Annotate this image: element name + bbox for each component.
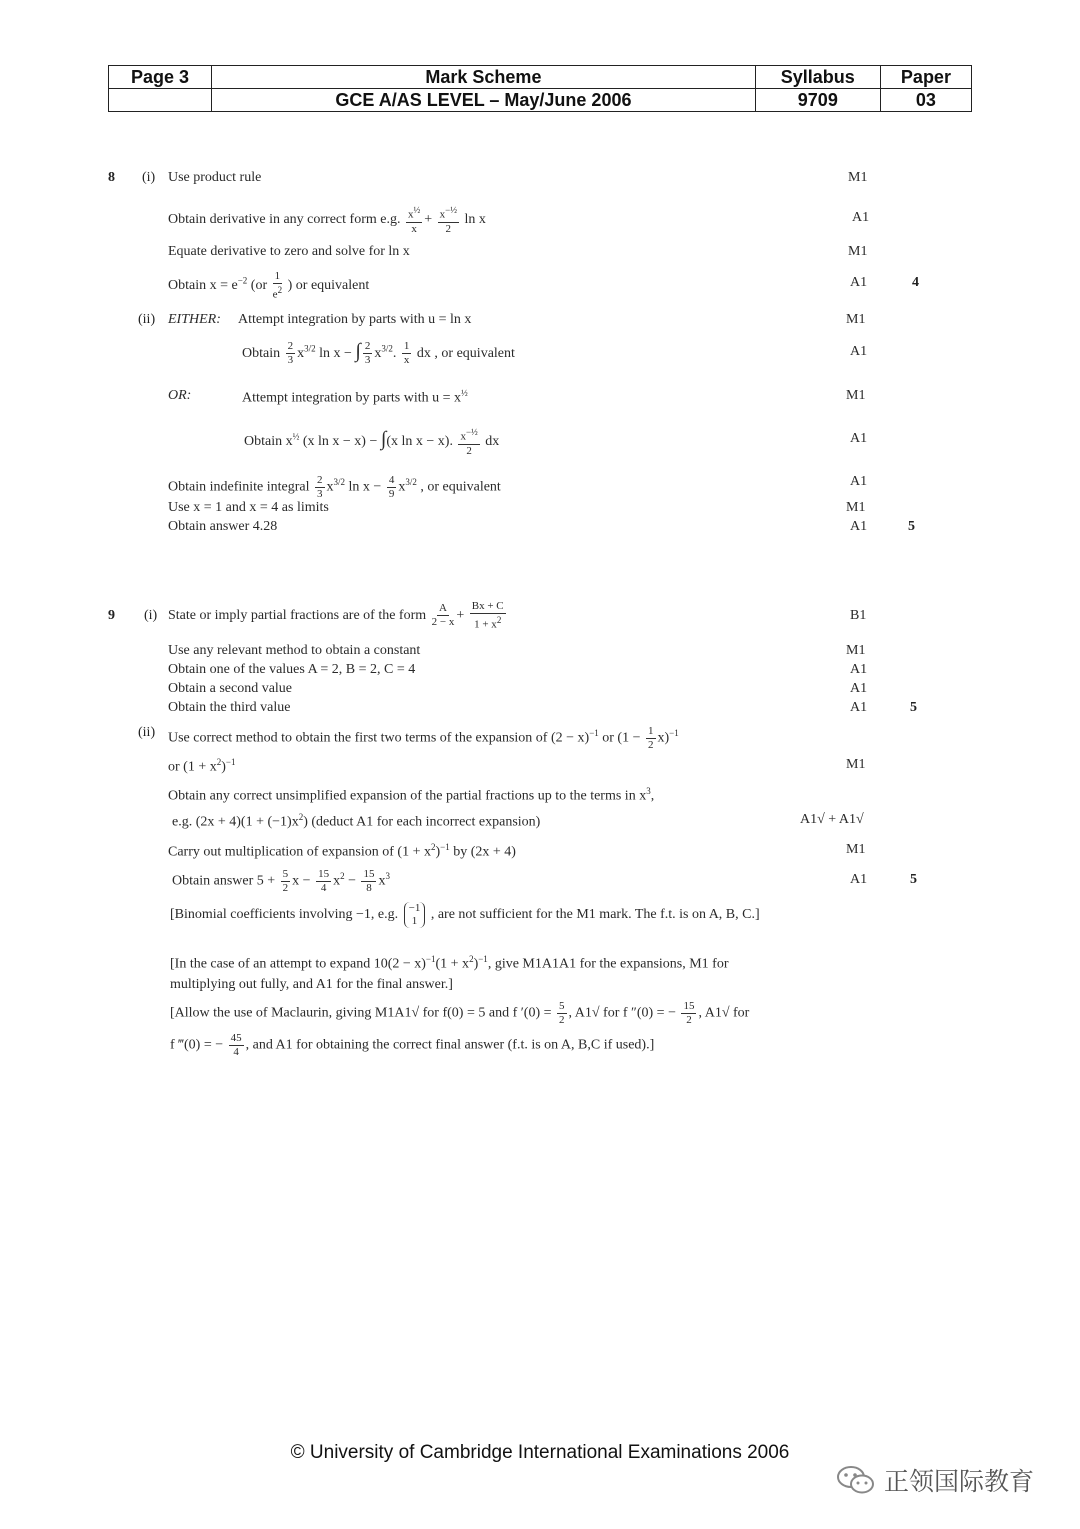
question-number: 8 bbox=[108, 170, 115, 185]
text: ) or equivalent bbox=[287, 278, 370, 294]
mark: A1 bbox=[850, 681, 868, 696]
fraction: $\frac{1}{e^2}$ bbox=[272, 270, 283, 301]
mark: A1√ + A1√ bbox=[800, 812, 864, 827]
text: State or imply partial fractions are of the form bbox=[168, 608, 427, 624]
mark: A1 bbox=[850, 662, 868, 677]
paper-label: Paper bbox=[880, 66, 971, 89]
text: (1 + x bbox=[435, 956, 470, 972]
text: x) bbox=[657, 730, 670, 746]
part-label: (ii) bbox=[138, 725, 156, 740]
fraction: $\frac{2}{3}$ bbox=[364, 340, 371, 367]
fraction: $\frac{x^{\frac{1}{2}}}{x}$ bbox=[407, 205, 421, 235]
step-text: Attempt integration by parts with $u = x^{\frac{1}{2}}$ bbox=[242, 388, 468, 406]
question-number: 9 bbox=[108, 608, 115, 623]
text: x − bbox=[292, 873, 311, 889]
text: Obtain x = e bbox=[168, 278, 238, 294]
part-total: 5 bbox=[910, 872, 917, 887]
text: dx , or equivalent bbox=[416, 346, 515, 361]
text: Obtain any correct unsimplified expansion of the partial fractions up to the terms in x bbox=[168, 788, 647, 804]
text: Obtain answer 5 + bbox=[172, 873, 276, 889]
text: [In the case of an attempt to expand 10(2 − x) bbox=[170, 956, 426, 972]
note: [In the case of an attempt to expand $10(2 - x)^{-1}(1 + x^2)^{-1}$, give M1A1A1 for the expansions, M1 for bbox=[170, 954, 729, 972]
fraction: $\frac{15}{4}$ bbox=[318, 868, 330, 894]
note: multiplying out fully, and A1 for the final answer.] bbox=[170, 977, 453, 992]
fraction: $\frac{5}{2}$ bbox=[559, 1000, 565, 1026]
text: ln x − bbox=[348, 479, 382, 495]
text: , give M1A1A1 for the expansions, M1 for bbox=[487, 956, 729, 972]
fraction: $\frac{Bx + C}{1 + x^2}$ bbox=[471, 600, 504, 631]
page-number: Page 3 bbox=[109, 66, 212, 89]
text: dx bbox=[485, 434, 500, 450]
mark: M1 bbox=[846, 842, 866, 857]
fraction: $\frac{2}{3}$ bbox=[287, 340, 294, 367]
step-text: Use x = 1 and x = 4 as limits bbox=[168, 500, 329, 515]
text: ln x bbox=[464, 212, 486, 228]
copyright-footer: © University of Cambridge International Examinations 2006 bbox=[290, 1442, 790, 1463]
or-label: OR: bbox=[168, 388, 192, 403]
text: , A1√ for f ″(0) = − bbox=[568, 1005, 676, 1021]
text: [Binomial coefficients involving −1, e.g. bbox=[170, 907, 399, 923]
either-label: EITHER: bbox=[168, 312, 221, 327]
step-text: e.g. $(2x + 4)(1 + (-1)x^2)$ (deduct A1 for each incorrect expansion) bbox=[172, 812, 541, 830]
text: [Allow the use of Maclaurin, giving M1A1√ for f(0) = 5 and f ′(0) = bbox=[170, 1005, 552, 1021]
text: Carry out multiplication of expansion of (1 + x bbox=[168, 844, 431, 860]
fraction: $\frac{45}{4}$ bbox=[230, 1032, 242, 1058]
text: Obtain indefinite integral bbox=[168, 479, 310, 495]
step-text: Obtain answer 5 + $\frac{5}{2}$ x − $\frac{15}{4}$ $x^2$ − $\frac{15}{8}$ $x^3$ bbox=[172, 868, 390, 894]
part-label: (ii) bbox=[138, 312, 156, 327]
mark: A1 bbox=[850, 344, 868, 359]
step-text: Obtain $x = e^{-2}$ (or $\frac{1}{e^2}$ ) or equivalent bbox=[168, 270, 370, 301]
mark: A1 bbox=[850, 275, 868, 290]
mark: M1 bbox=[846, 388, 866, 403]
mark: A1 bbox=[850, 700, 868, 715]
step-text: Obtain one of the values A = 2, B = 2, C = 4 bbox=[168, 662, 416, 677]
step-text: Obtain derivative in any correct form e.g. $\frac{x^{\frac{1}{2}}}{x}$ + $\frac{x^{-\frac{1}{2}}}{2}$ ln x bbox=[168, 205, 486, 235]
fraction: $\frac{A}{2 - x}$ bbox=[431, 602, 455, 629]
syllabus-label: Syllabus bbox=[755, 66, 880, 89]
note bbox=[170, 902, 760, 928]
text: Obtain bbox=[242, 346, 281, 361]
fraction: $\frac{1}{2}$ bbox=[648, 725, 654, 751]
text: − bbox=[348, 873, 356, 889]
part-total: 5 bbox=[910, 700, 917, 715]
mark: M1 bbox=[848, 170, 868, 185]
step-text: Carry out multiplication of expansion of $(1 + x^2)^{-1}$ by (2x + 4) bbox=[168, 842, 516, 860]
step-text: Obtain any correct unsimplified expansion of the partial fractions up to the terms in $x^3$, bbox=[168, 786, 655, 804]
mark: A1 bbox=[850, 431, 868, 446]
wechat-icon bbox=[836, 1463, 876, 1497]
fraction: $\frac{2}{3}$ bbox=[317, 474, 323, 500]
step-text: Attempt integration by parts with u = ln x bbox=[238, 312, 472, 327]
fraction: $\frac{4}{9}$ bbox=[388, 474, 395, 500]
text: ln x − bbox=[319, 346, 352, 361]
text: , and A1 for obtaining the correct final answer (f.t. is on A, B,C if used).] bbox=[245, 1037, 655, 1053]
mark: A1 bbox=[852, 210, 870, 225]
text: ) (deduct A1 for each incorrect expansion) bbox=[303, 814, 541, 830]
text: Obtain x bbox=[244, 434, 293, 450]
watermark bbox=[836, 1462, 1034, 1498]
fraction: $\frac{15}{8}$ bbox=[363, 868, 375, 894]
step-text: Obtain the third value bbox=[168, 700, 291, 715]
text: Attempt integration by parts with u = x bbox=[242, 390, 462, 406]
text: Use correct method to obtain the first two terms of the expansion of (2 − x) bbox=[168, 730, 590, 746]
mark: M1 bbox=[848, 244, 868, 259]
step-text: Obtain $x^{\frac{1}{2}}$ (x ln x − x) − ∫(x ln x − x). $\frac{x^{-\frac{1}{2}}}{2}$ dx bbox=[244, 427, 500, 457]
fraction: $\frac{x^{-\frac{1}{2}}}{2}$ bbox=[460, 427, 478, 457]
step-text: State or imply partial fractions are of the form $\frac{A}{2 - x}$ + $\frac{Bx + C}{1 + x^2}$ bbox=[168, 600, 504, 631]
header-blank bbox=[109, 89, 212, 112]
part-label: (i) bbox=[144, 608, 158, 623]
mark: A1 bbox=[850, 872, 868, 887]
mark: M1 bbox=[846, 312, 866, 327]
fraction: $\frac{1}{x}$ bbox=[403, 340, 410, 367]
fraction: $\frac{x^{-\frac{1}{2}}}{2}$ bbox=[439, 205, 457, 235]
header-table bbox=[108, 65, 972, 112]
part-total: 4 bbox=[912, 275, 919, 290]
text: (or bbox=[250, 278, 268, 294]
fraction: $\frac{15}{2}$ bbox=[683, 1000, 695, 1026]
part-label: (i) bbox=[142, 170, 156, 185]
text: x bbox=[333, 873, 341, 889]
step-text: Obtain indefinite integral $\frac{2}{3}$ $x^{3/2}$ ln x − $\frac{4}{9}$ $x^{3/2}$ , or equivalent bbox=[168, 474, 501, 500]
mark: M1 bbox=[846, 757, 866, 772]
syllabus-code: 9709 bbox=[755, 89, 880, 112]
text: x bbox=[378, 873, 386, 889]
step-text: Use correct method to obtain the first two terms of the expansion of $(2 - x)^{-1}$ or (1 − $\frac{1}{2}$ x)$^{-1}$ bbox=[168, 725, 679, 751]
note bbox=[170, 1032, 654, 1059]
part-total: 5 bbox=[908, 519, 915, 534]
text: e.g. (2x + 4)(1 + (−1)x bbox=[172, 814, 299, 830]
paper-code: 03 bbox=[880, 89, 971, 112]
step-text: Obtain a second value bbox=[168, 681, 293, 696]
step-text: Use any relevant method to obtain a constant bbox=[168, 643, 421, 658]
mark: M1 bbox=[846, 643, 866, 658]
step-text: Obtain answer 4.28 bbox=[168, 519, 278, 534]
mark: A1 bbox=[850, 474, 868, 489]
step-text: Use product rule bbox=[168, 170, 262, 185]
step-text: or $(1 + x^2)^{-1}$ bbox=[168, 757, 236, 775]
text: , A1√ for bbox=[698, 1005, 750, 1021]
mark: M1 bbox=[846, 500, 866, 515]
text: , are not sufficient for the M1 mark. The f.t. is on A, B, C.] bbox=[430, 907, 760, 923]
step-text: Obtain $\frac{2}{3}$ $x^{3/2}$ ln x − ∫ $\frac{2}{3}$ $x^{3/2}$. $\frac{1}{x}$ dx , or equivalent bbox=[242, 340, 515, 367]
binomial: −1 1 bbox=[404, 902, 426, 928]
watermark-text: 正领国际教育 bbox=[884, 1467, 1035, 1496]
text: (x ln x − x). bbox=[386, 434, 453, 450]
text: , or equivalent bbox=[420, 479, 501, 495]
text: or (1 − bbox=[602, 730, 641, 746]
exam-title: GCE A/AS LEVEL – May/June 2006 bbox=[212, 89, 756, 112]
text: f ‴(0) = − bbox=[170, 1037, 224, 1053]
text: Obtain derivative in any correct form e.g. bbox=[168, 212, 401, 228]
document-title: Mark Scheme bbox=[212, 66, 756, 89]
note bbox=[170, 1000, 749, 1027]
text: (x ln x − x) − bbox=[302, 434, 378, 450]
mark: B1 bbox=[850, 608, 867, 623]
text: by (2x + 4) bbox=[453, 844, 516, 860]
step-text: Equate derivative to zero and solve for ln x bbox=[168, 244, 410, 259]
mark: A1 bbox=[850, 519, 868, 534]
fraction: $\frac{5}{2}$ bbox=[282, 868, 289, 894]
text: or (1 + x bbox=[168, 759, 217, 775]
